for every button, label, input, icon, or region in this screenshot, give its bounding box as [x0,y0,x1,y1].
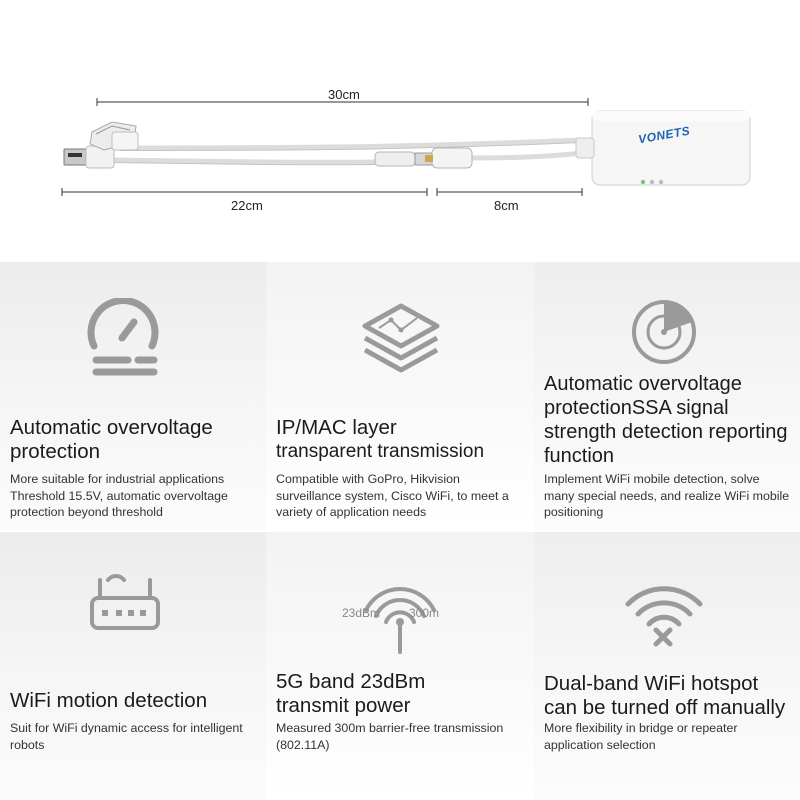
device-box [576,111,750,185]
feature-subtitle: transparent transmission [276,441,485,462]
feature-description: Suit for WiFi dynamic access for intelligent robots [10,721,243,752]
feature-title: Dual-band WiFi hotspot can be turned off manually [544,672,786,719]
power-readout: 23dBm [342,606,381,620]
rj45-plug [90,122,138,150]
feature-title: Automatic overvoltage protectionSSA signal strength detection reporting function [544,373,788,467]
feature-title: Automatic overvoltage protection [10,416,213,463]
feature-description: More flexibility in bridge or repeater application selection [544,721,738,752]
feature-description: Implement WiFi mobile detection, solve many special needs, and realize WiFi mobile positioning [544,472,790,519]
feature-grid [0,262,800,800]
dc-connector [375,148,472,168]
feature-description: More suitable for industrial applications Threshold 15.5V, automatic overvoltage protection beyond threshold [10,472,228,519]
feature-title: 5G band 23dBm transmit power [276,670,426,717]
feature-card-signal-detection [534,262,800,530]
feature-card-overvoltage [0,262,266,530]
layers-icon [361,302,441,374]
pigtail-length-label: 8cm [494,198,519,213]
feature-description: Measured 300m barrier-free transmission (802.11A) [276,721,504,752]
speedometer-icon [82,298,162,380]
total-length-label: 30cm [328,87,360,102]
cable-length-label: 22cm [231,198,263,213]
product-photo [0,0,800,262]
feature-card-transparent [266,262,534,530]
feature-title: WiFi motion detection [10,689,208,712]
feature-card-dual-band-hotspot [534,532,800,800]
feature-description: Compatible with GoPro, Hikvision surveillance system, Cisco WiFi, to meet a variety of application needs [276,472,509,519]
cables [110,140,590,162]
range-readout: 300m [409,606,440,620]
feature-card-motion-detection [0,532,266,800]
feature-card-transmit-power [266,532,534,800]
feature-title: IP/MAC layer [276,416,397,439]
wifi-off-icon [624,578,704,648]
router-icon [88,574,162,636]
brand-logo: VONETS [637,123,692,147]
radar-icon [632,296,700,366]
